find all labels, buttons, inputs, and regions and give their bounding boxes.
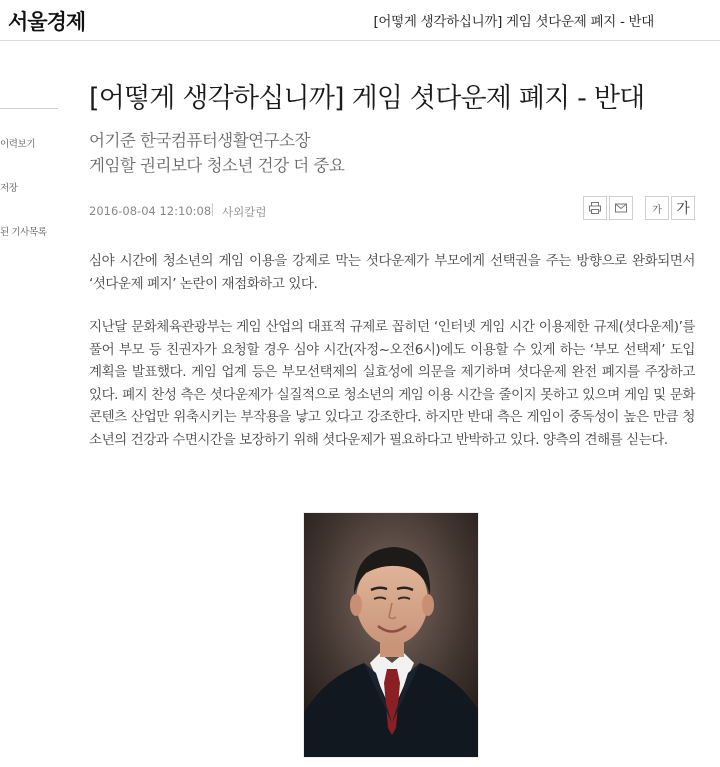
font-decrease-button[interactable]: 가 xyxy=(645,196,669,220)
topbar-article-title: [어떻게 생각하십니까] 게임 셧다운제 폐지 - 반대 xyxy=(373,14,654,30)
author-photo xyxy=(303,512,479,758)
mail-icon xyxy=(614,201,628,215)
article-body xyxy=(89,250,695,451)
email-button[interactable] xyxy=(609,196,633,220)
portrait-image xyxy=(304,513,479,758)
sidebar-item-saved-list[interactable]: 된 기사목록 xyxy=(0,227,47,238)
menu-divider xyxy=(0,108,58,109)
publish-date: 2016-08-04 12:10:08 xyxy=(89,204,212,218)
article-headline: [어떻게 생각하십니까] 게임 셧다운제 폐지 - 반대 xyxy=(89,83,645,114)
subtitle-author: 어기준 한국컴퓨터생활연구소장 xyxy=(89,131,310,150)
subtitle-summary: 게임할 권리보다 청소년 건강 더 중요 xyxy=(89,156,345,175)
article-subtitle xyxy=(89,128,695,178)
sidebar-item-save[interactable]: 저장 xyxy=(0,183,18,194)
font-increase-button[interactable]: 가 xyxy=(671,196,695,220)
top-bar xyxy=(0,0,720,41)
site-logo[interactable]: 서울경제 xyxy=(8,9,86,34)
meta-separator xyxy=(212,203,213,216)
section-name[interactable]: 사외칼럼 xyxy=(222,205,267,219)
printer-icon xyxy=(588,201,602,215)
article-paragraph-1: 심야 시간에 청소년의 게임 이용을 강제로 막는 셧다운제가 부모에게 선택권을 주는 방향으로 완화되면서 ‘셧다운제 폐지’ 논란이 재점화하고 있다. xyxy=(89,253,695,292)
left-floating-menu xyxy=(0,108,60,271)
sidebar-item-history[interactable]: 이력보기 xyxy=(0,139,36,150)
print-button[interactable] xyxy=(583,196,607,220)
article-paragraph-2: 지난달 문화체육관광부는 게임 산업의 대표적 규제로 꼽히던 ‘인터넷 게임 시간 이용제한 규제(셧다운제)’를 풀어 부모 등 친권자가 요청할 경우 심야 시간(자정~오전6시)에도 이용할 수 있게 하는 ‘부모 선택제’ 도입 계획을 발표했다. 게임 업계 등은 부모선택제의 실효성에 의문을 제기하며 셧다운제 완전 폐지를 주장하고 있다. 폐지 찬성 측은 셧다운제가 실질적으로 청소년의 게임 이용 시간을 줄이지 못하고 있으며 게임 및 문화콘텐츠 산업만 위축시키는 부작용을 낳고 있다고 강조한다. 하지만 반대 측은 게임이 중독성이 높은 만큼 청소년의 건강과 수면시간을 보장하기 위해 셧다운제가 필요하다고 반박하고 있다. 양측의 견해를 싣는다. xyxy=(89,319,695,448)
article-meta xyxy=(89,196,695,226)
article xyxy=(89,80,695,472)
